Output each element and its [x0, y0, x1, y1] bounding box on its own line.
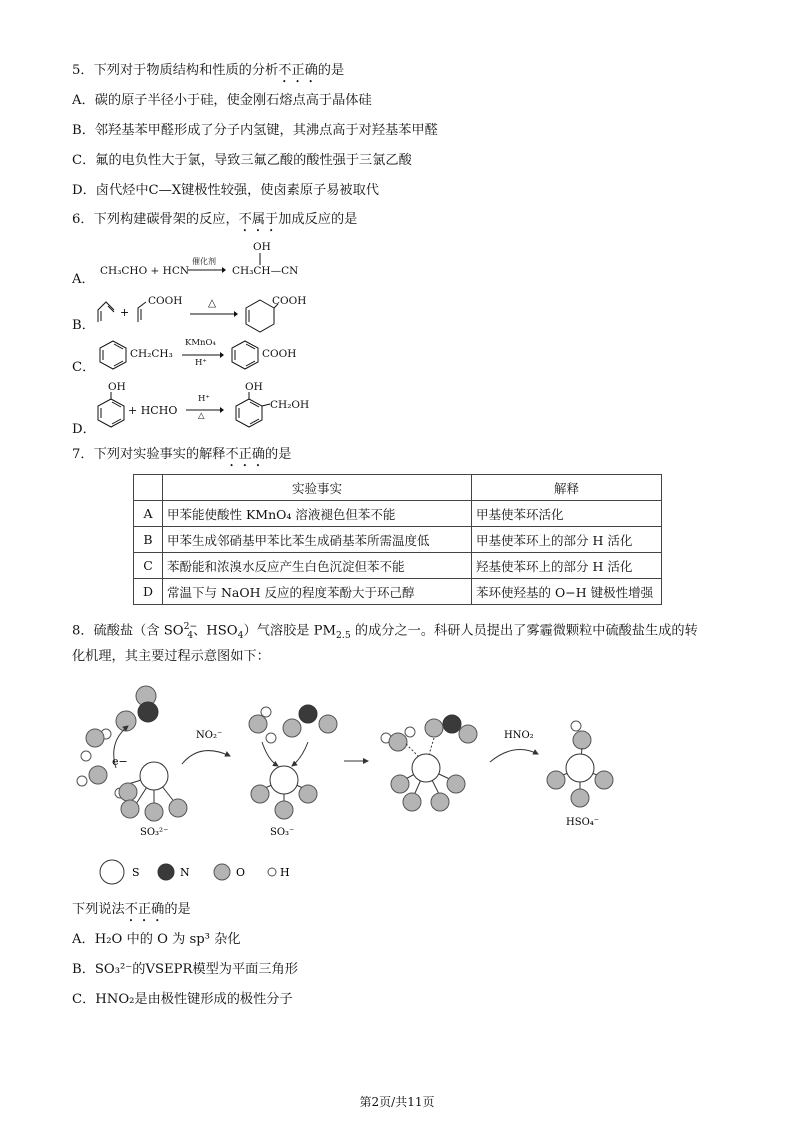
q8-stem-line1: 8．硫酸盐（含 $SO^{2-}_4$、$HSO_4$）气溶胶是 $PM_{2.5}$ 的成分之一。科研人员提出了雾霾微颗粒中硫酸盐生成的转	[72, 621, 698, 642]
q5-option-d: D．卤代烃中C—X键极性较强，使卤素原子易被取代	[72, 183, 379, 198]
q8-option-a: A．H₂O 中的 O 为 sp³ 杂化	[72, 932, 241, 947]
legend-h: H	[280, 866, 290, 879]
row-key: A	[134, 501, 163, 527]
q6-c-benzene	[96, 338, 130, 372]
row-fact: 甲苯生成邻硝基甲苯比苯生成硝基苯所需温度低	[163, 527, 472, 553]
q6-d-heat: △	[198, 411, 205, 421]
row-explanation: 苯环使羟基的 O−H 键极性增强	[472, 579, 662, 605]
stage2-molecules	[249, 705, 337, 819]
q5-stem: 5．下列对于物质结构和性质的分析不正确的是	[72, 63, 345, 78]
diagram-legend	[100, 860, 290, 884]
q8-stem-line2: 化机理，其主要过程示意图如下：	[72, 649, 270, 664]
table-row	[134, 553, 662, 579]
q7-stem: 7．下列对实验事实的解释不正确的是	[72, 447, 292, 462]
row-explanation: 甲基使苯环活化	[472, 501, 662, 527]
row-explanation: 羟基使苯环上的部分 H 活化	[472, 553, 662, 579]
q6-c-product-benzene	[228, 338, 262, 372]
q7-table	[133, 474, 662, 605]
q6-a-reactants: CH₃CHO + HCN	[100, 265, 190, 277]
legend-s: S	[132, 866, 140, 879]
q6-b-cooh: COOH	[148, 295, 183, 307]
q6-a-catalyst: 催化剂	[192, 257, 216, 266]
table-header-row	[134, 475, 662, 501]
q8-option-b: B．SO₃²⁻的VSEPR模型为平面三角形	[72, 962, 298, 977]
q8-mechanism-diagram	[70, 672, 670, 894]
q6-a-bond	[258, 253, 262, 265]
row-key: B	[134, 527, 163, 553]
hno2-label: HNO₂	[504, 730, 534, 741]
row-fact: 甲苯能使酸性 KMnO₄ 溶液褪色但苯不能	[163, 501, 472, 527]
q6-d-hcho: + HCHO	[128, 404, 178, 417]
q5-option-b: B．邻羟基苯甲醛形成了分子内氢键，其沸点高于对羟基苯甲醛	[72, 123, 438, 138]
row-key: D	[134, 579, 163, 605]
q6-c-reactant: CH₂CH₃	[130, 348, 173, 360]
row-explanation: 甲基使苯环上的部分 H 活化	[472, 527, 662, 553]
q6-a-oh: OH	[253, 241, 271, 253]
q6-d-product-oh: OH	[245, 381, 263, 393]
legend-o: O	[236, 866, 246, 879]
q6-d-product: CH₂OH	[270, 399, 310, 411]
q6-d-phenol	[94, 390, 128, 430]
q6-d-oh: OH	[108, 381, 126, 393]
table-row	[134, 501, 662, 527]
q6-b-product-cooh: COOH	[272, 295, 307, 307]
no2-label: NO₂⁻	[196, 730, 223, 741]
table-header	[134, 475, 163, 501]
legend-n: N	[180, 866, 190, 879]
page-footer: 第2页/共11页	[359, 1095, 435, 1109]
so3-1-label: SO₃⁻	[270, 827, 295, 838]
row-fact: 常温下与 NaOH 反应的程度苯酚大于环己醇	[163, 579, 472, 605]
svg-text:+: +	[120, 306, 130, 319]
hso4-label: HSO₄⁻	[566, 817, 600, 828]
row-key: C	[134, 553, 163, 579]
q6-b-condition: △	[208, 297, 217, 309]
stage3-molecules	[381, 715, 477, 811]
table-header: 解释	[472, 475, 662, 501]
electron-label: e−	[112, 755, 128, 768]
q6-b-arrow	[190, 310, 238, 318]
table-header: 实验事实	[163, 475, 472, 501]
q6-b-label: B．	[72, 318, 95, 333]
q6-d-product-ring	[232, 390, 272, 430]
q6-c-acid: H⁺	[195, 358, 207, 368]
stage4-molecules	[547, 721, 613, 807]
table-row	[134, 579, 662, 605]
table-row	[134, 527, 662, 553]
so3-2-label: SO₃²⁻	[140, 827, 169, 838]
q6-a-product: CH₃CH—CN	[232, 265, 299, 277]
q6-a-arrow	[188, 266, 226, 274]
q6-c-label: C．	[72, 360, 96, 375]
q8-option-c: C．HNO₂是由极性键形成的极性分子	[72, 992, 293, 1007]
q6-c-reagent: KMnO₄	[185, 338, 216, 348]
q6-stem: 6．下列构建碳骨架的反应，不属于加成反应的是	[72, 212, 358, 227]
q6-d-arrow	[186, 406, 224, 414]
q5-option-c: C．氟的电负性大于氯，导致三氟乙酸的酸性强于三氯乙酸	[72, 153, 412, 168]
q6-d-acid: H⁺	[198, 394, 210, 404]
q8-question: 下列说法不正确的是	[72, 902, 191, 917]
q6-a-label: A．	[72, 272, 95, 287]
row-fact: 苯酚能和浓溴水反应产生白色沉淀但苯不能	[163, 553, 472, 579]
q5-option-a: A．碳的原子半径小于硅，使金刚石熔点高于晶体硅	[72, 93, 372, 108]
q6-c-product: COOH	[262, 348, 297, 360]
q6-d-label: D．	[72, 422, 96, 437]
stage1-molecules	[77, 686, 187, 821]
